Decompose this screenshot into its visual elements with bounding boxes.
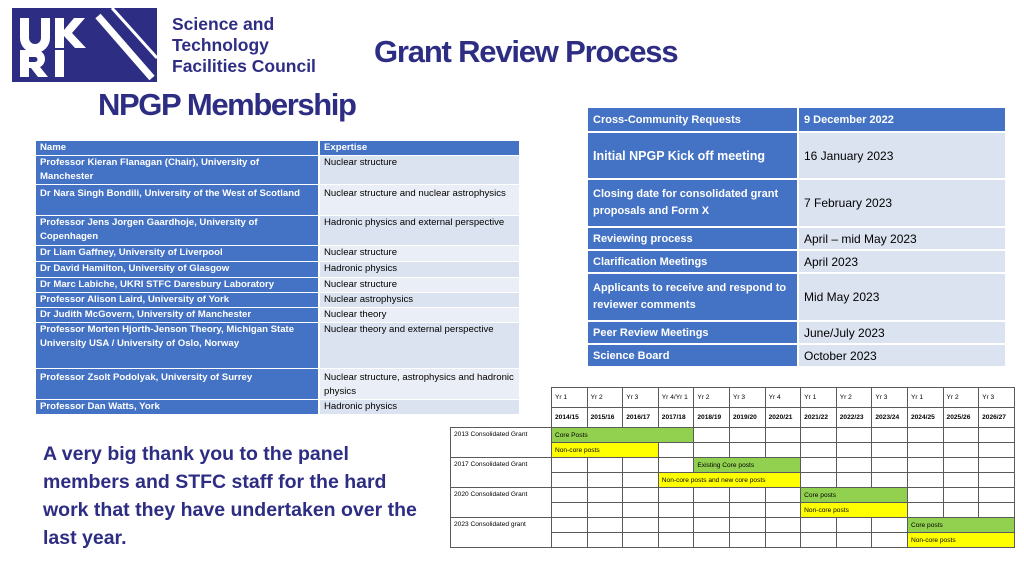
year-label: Yr 3 — [623, 388, 659, 408]
year-label: Yr 1 — [801, 388, 837, 408]
year-label: Yr 3 — [872, 388, 908, 408]
timeline-date: 16 January 2023 — [798, 132, 1006, 179]
slide-title: Grant Review Process — [374, 34, 678, 69]
period-label: 2018/19 — [694, 408, 730, 428]
period-label: 2020/21 — [765, 408, 801, 428]
round-label: 2013 Consolidated Grant — [451, 428, 552, 458]
member-row — [36, 262, 520, 278]
ukri-logo — [12, 8, 157, 82]
timeline-date: April – mid May 2023 — [798, 227, 1006, 250]
timeline-step: Initial NPGP Kick off meeting — [588, 132, 798, 179]
ukri-logo-mark — [12, 8, 157, 82]
member-name: Dr Nara Singh Bondili, University of the West of Scotland — [36, 185, 319, 216]
member-name: Dr Liam Gaffney, University of Liverpool — [36, 246, 319, 262]
timeline-row — [588, 321, 1006, 344]
grid-core-row — [451, 458, 1015, 473]
timeline-row — [588, 273, 1006, 321]
period-label: 2024/25 — [907, 408, 943, 428]
org-name-line-2: Technology — [172, 35, 269, 55]
grid-core-row — [451, 428, 1015, 443]
period-label: 2015/16 — [587, 408, 623, 428]
year-label: Yr 2 — [943, 388, 979, 408]
noncore-posts-bar: Non-core posts — [907, 533, 1014, 548]
year-label: Yr 4 — [765, 388, 801, 408]
consolidated-grant-grid — [450, 387, 1015, 548]
member-row — [36, 293, 520, 308]
timeline-step: Science Board — [588, 344, 798, 367]
grid-year-row — [451, 388, 1015, 408]
member-expertise: Hadronic physics and external perspective — [319, 216, 520, 246]
core-posts-bar: Core posts — [907, 518, 1014, 533]
period-label: 2021/22 — [801, 408, 837, 428]
year-label: Yr 2 — [694, 388, 730, 408]
timeline-step: Reviewing process — [588, 227, 798, 250]
core-posts-bar: Core posts — [801, 488, 908, 503]
period-label: 2016/17 — [623, 408, 659, 428]
member-name: Professor Dan Watts, York — [36, 400, 319, 415]
period-label: 2019/20 — [729, 408, 765, 428]
member-row — [36, 369, 520, 400]
timeline-step: Cross-Community Requests — [588, 108, 798, 132]
timeline-date: April 2023 — [798, 250, 1006, 273]
timeline-step: Clarification Meetings — [588, 250, 798, 273]
timeline-step: Applicants to receive and respond to reviewer comments — [588, 273, 798, 321]
member-expertise: Nuclear theory and external perspective — [319, 323, 520, 369]
org-name-line-1: Science and — [172, 14, 275, 34]
header-expertise: Expertise — [319, 141, 520, 156]
member-expertise: Nuclear structure, astrophysics and hadronic physics — [319, 369, 520, 400]
timeline-row — [588, 132, 1006, 179]
thank-you-message: A very big thank you to the panel members and STFC staff for the hard work that they have undertaken over the last year. — [43, 443, 417, 549]
member-row — [36, 400, 520, 415]
year-label: Yr 4/Yr 1 — [658, 388, 694, 408]
noncore-posts-bar: Non-core posts — [801, 503, 908, 518]
section-title: NPGP Membership — [98, 87, 356, 122]
member-row — [36, 185, 520, 216]
member-row — [36, 308, 520, 323]
year-label: Yr 1 — [552, 388, 588, 408]
grid-core-row — [451, 518, 1015, 533]
timeline-row — [588, 179, 1006, 227]
timeline-date: 7 February 2023 — [798, 179, 1006, 227]
core-posts-bar: Core Posts — [552, 428, 694, 443]
member-expertise: Nuclear astrophysics — [319, 293, 520, 308]
noncore-posts-bar: Non-core posts and new core posts — [658, 473, 800, 488]
grid-core-row — [451, 488, 1015, 503]
timeline-date: October 2023 — [798, 344, 1006, 367]
membership-table — [36, 141, 521, 415]
noncore-posts-bar: Non-core posts — [552, 443, 659, 458]
timeline-date: June/July 2023 — [798, 321, 1006, 344]
year-label: Yr 3 — [979, 388, 1015, 408]
timeline-date: Mid May 2023 — [798, 273, 1006, 321]
header-name: Name — [36, 141, 319, 156]
member-expertise: Nuclear structure — [319, 278, 520, 293]
member-expertise: Nuclear theory — [319, 308, 520, 323]
member-expertise: Hadronic physics — [319, 400, 520, 415]
timeline-row — [588, 227, 1006, 250]
member-expertise: Hadronic physics — [319, 262, 520, 278]
grid-corner — [451, 408, 552, 428]
member-expertise: Nuclear structure and nuclear astrophysics — [319, 185, 520, 216]
member-expertise: Nuclear structure — [319, 246, 520, 262]
member-row — [36, 246, 520, 262]
period-label: 2014/15 — [552, 408, 588, 428]
grid-period-row — [451, 408, 1015, 428]
member-name: Dr Marc Labiche, UKRI STFC Daresbury Laboratory — [36, 278, 319, 293]
timeline-row — [588, 108, 1006, 132]
period-label: 2025/26 — [943, 408, 979, 428]
member-name: Professor Alison Laird, University of York — [36, 293, 319, 308]
member-name: Professor Kieran Flanagan (Chair), University of Manchester — [36, 156, 319, 185]
grid-corner — [451, 388, 552, 408]
period-label: 2022/23 — [836, 408, 872, 428]
organisation-name — [172, 14, 316, 77]
member-row — [36, 156, 520, 185]
member-expertise: Nuclear structure — [319, 156, 520, 185]
period-label: 2017/18 — [658, 408, 694, 428]
member-row — [36, 278, 520, 293]
timeline-row — [588, 250, 1006, 273]
org-name-line-3: Facilities Council — [172, 56, 316, 76]
review-timeline-table — [588, 108, 1007, 368]
member-name: Professor Jens Jorgen Gaardhoje, University of Copenhagen — [36, 216, 319, 246]
member-row — [36, 323, 520, 369]
member-row — [36, 216, 520, 246]
member-name: Professor Zsolt Podolyak, University of Surrey — [36, 369, 319, 400]
period-label: 2023/24 — [872, 408, 908, 428]
period-label: 2026/27 — [979, 408, 1015, 428]
timeline-date: 9 December 2022 — [798, 108, 1006, 132]
member-name: Professor Morten Hjorth-Jenson Theory, Michigan State University USA / University of Oslo, Norway — [36, 323, 319, 369]
core-posts-bar: Existing Core posts — [694, 458, 801, 473]
round-label: 2017 Consolidated Grant — [451, 458, 552, 488]
round-label: 2023 Consolidated grant — [451, 518, 552, 548]
year-label: Yr 1 — [907, 388, 943, 408]
round-label: 2020 Consolidated Grant — [451, 488, 552, 518]
member-name: Dr David Hamilton, University of Glasgow — [36, 262, 319, 278]
timeline-step: Peer Review Meetings — [588, 321, 798, 344]
year-label: Yr 3 — [729, 388, 765, 408]
timeline-step: Closing date for consolidated grant proposals and Form X — [588, 179, 798, 227]
membership-header-row — [36, 141, 520, 156]
year-label: Yr 2 — [836, 388, 872, 408]
year-label: Yr 2 — [587, 388, 623, 408]
timeline-row — [588, 344, 1006, 367]
member-name: Dr Judith McGovern, University of Manchester — [36, 308, 319, 323]
